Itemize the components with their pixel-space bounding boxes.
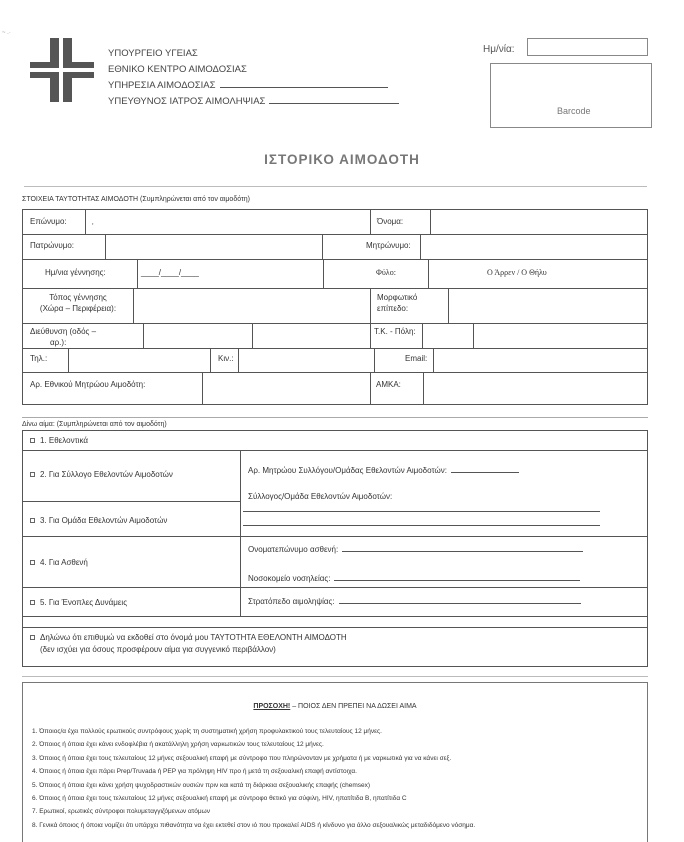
birthplace-field[interactable] [134,289,369,322]
birth-date-field[interactable]: ____/____/____ [141,268,199,277]
camp-label: Στρατόπεδο αιμοληψίας: [248,597,581,606]
education-field[interactable] [449,289,647,322]
postal-city-field[interactable] [474,324,647,347]
option-group[interactable]: 3. Για Ομάδα Εθελοντών Αιμοδοτών [30,516,167,525]
sex-options[interactable]: Ο Άρρεν / Ο Θήλυ [487,268,547,277]
amka-label: ΑΜΚΑ: [376,380,401,389]
phone-label: Τηλ.: [30,354,48,363]
service-name: ΥΠΗΡΕΣΙΑ ΑΙΜΟΔΟΣΙΑΣ [108,78,399,94]
warning-item: 8. Γενικά όποιος ή όποια νομίζει ότι υπάρχει πιθανότητα να έχει εκτεθεί στον ιό που προκαλεί AIDS ή κίνδυνο για άλλο σεξουαλικώς μεταδιδόμενο νόσημα. [32,821,476,829]
mother-name-field[interactable] [421,235,647,258]
option-armed-forces[interactable]: 5. Για Ένοπλες Δυνάμεις [30,598,127,607]
address-label: Διεύθυνση (οδός – αρ.): [30,327,97,347]
patient-name-label: Ονοματεπώνυμο ασθενή: [248,545,583,554]
father-name-field[interactable] [106,235,321,258]
warning-item: 3. Όποιος ή όποια έχει τους τελευταίους 12 μήνες σεξουαλική επαφή με σύντροφο που πληρώνονταν με χρήματα ή με ναρκωτικά για να κάνει σεξ. [32,754,452,762]
warning-item: 6. Όποιος ή όποια έχει τους τελευταίους 12 μήνες σεξουαλική επαφή με σύντροφο θετικό για σύφιλη, HIV, ηπατίτιδα Β, ηπατίτιδα C [32,795,407,803]
warning-item: 2. Όποιος ή όποια έχει κάνει ενδοφλέβια ή ακατάλληλη χρήση ναρκωτικών τους τελευταίους 12 μήνες. [32,741,324,749]
education-label: Μορφωτικό επίπεδο: [377,293,418,313]
donor-registry-label: Αρ. Εθνικού Μητρώου Αιμοδότη: [30,380,146,389]
first-name-label: Όνομα: [377,217,404,226]
page-title: ΙΣΤΟΡΙΚΟ ΑΙΜΟΔΟΤΗ [264,152,420,167]
warning-item: 1. Όποιος/α έχει πολλούς ερωτικούς συντρόφους χωρίς τη συστηματική χρήση προφυλακτικού τους τελευταίους 12 μήνες. [32,728,382,735]
email-field[interactable] [434,349,647,371]
header-block [108,46,399,110]
warning-list [32,725,475,832]
email-label: Email: [405,354,428,363]
identity-section-label: ΣΤΟΙΧΕΙΑ ΤΑΥΤΟΤΗΤΑΣ ΑΙΜΟΔΟΤΗ (Συμπληρώνεται από τον αιμοδότη) [22,196,251,203]
declaration-note: (δεν ισχύει για όσους προσφέρουν αίμα για συγγενικό περιβάλλον) [40,645,276,654]
ministry-name: ΥΠΟΥΡΓΕΙΟ ΥΓΕΙΑΣ [108,48,198,59]
corner-mark: ~ .· [2,30,11,36]
checkbox-association[interactable] [30,472,35,477]
donation-section-label: Δίνω αίμα: (Συμπληρώνεται από τον αιμοδότη) [22,421,167,428]
mother-name-label: Μητρώνυμο: [366,241,411,250]
option-association[interactable]: 2. Για Σύλλογο Εθελοντών Αιμοδοτών [30,470,173,479]
postal-city-label: Τ.Κ. - Πόλη: [374,327,416,336]
physician-name: ΥΠΕΥΘΥΝΟΣ ΙΑΤΡΟΣ ΑΙΜΟΛΗΨΙΑΣ [108,94,399,110]
barcode-label: Barcode [557,106,591,116]
checkbox-declaration[interactable] [30,635,35,640]
ministry-logo [30,38,94,102]
warning-item: 5. Όποιος ή όποια έχει κάνει χρήση ψυχοδραστικών ουσιών πριν και κατά τη διάρκεια σεξουαλικής επαφής (chemsex) [32,781,371,789]
phone-field[interactable] [69,349,209,371]
center-name: ΕΘΝΙΚΟ ΚΕΝΤΡΟ ΑΙΜΟΔΟΣΙΑΣ [108,64,247,75]
warning-item: 7. Ερωτικοί, ερωτικές σύντροφοι πολυμεταγγιζόμενων ατόμων [32,808,210,816]
sex-label: Φύλο: [376,268,396,277]
hospital-label: Νοσοκομείο νοσηλείας: [248,574,580,583]
association-label: Σύλλογος/Ομάδα Εθελοντών Αιμοδοτών: [248,492,393,501]
checkbox-patient[interactable] [30,560,35,565]
mobile-label: Κιν.: [218,354,234,363]
option-voluntary[interactable]: 1. Εθελοντικά [30,436,88,445]
surname-label: Επώνυμο: [30,217,67,226]
checkbox-voluntary[interactable] [30,438,35,443]
first-name-field[interactable] [431,210,647,233]
barcode-box [490,63,652,128]
option-patient[interactable]: 4. Για Ασθενή [30,558,88,567]
warning-heading: ΠΡΟΣΟΧΗ! – ΠΟΙΟΣ ΔΕΝ ΠΡΕΠΕΙ ΝΑ ΔΩΣΕΙ ΑΙΜΑ [253,703,417,710]
warning-item: 4. Όποιος ή όποια έχει πάρει Prep/Truvada ή PEP για πρόληψη HIV προ ή μετά τη σεξουαλική επαφή αντίστοιχα. [32,768,357,776]
birth-date-label: Ημ/νια γέννησης: [45,268,106,277]
father-name-label: Πατρώνυμο: [30,241,75,250]
date-field[interactable] [527,38,648,56]
registry-number-label: Αρ. Μητρώου Συλλόγου/Ομάδας Εθελοντών Αιμοδοτών: [248,466,519,475]
address-field[interactable] [144,324,369,347]
donor-registry-field[interactable] [203,373,369,404]
surname-field[interactable]: ‚ [92,219,94,226]
date-label: Ημ/νία: [483,44,515,55]
checkbox-armed-forces[interactable] [30,600,35,605]
birthplace-label: Τόπος γέννησης (Χώρα – Περιφέρεια): [39,293,117,313]
mobile-field[interactable] [239,349,373,371]
checkbox-group[interactable] [30,518,35,523]
amka-field[interactable] [424,373,647,404]
declaration-text[interactable]: Δηλώνω ότι επιθυμώ να εκδοθεί στο όνομά μου ΤΑΥΤΟΤΗΤΑ ΕΘΕΛΟΝΤΗ ΑΙΜΟΔΟΤΗ [30,633,347,642]
